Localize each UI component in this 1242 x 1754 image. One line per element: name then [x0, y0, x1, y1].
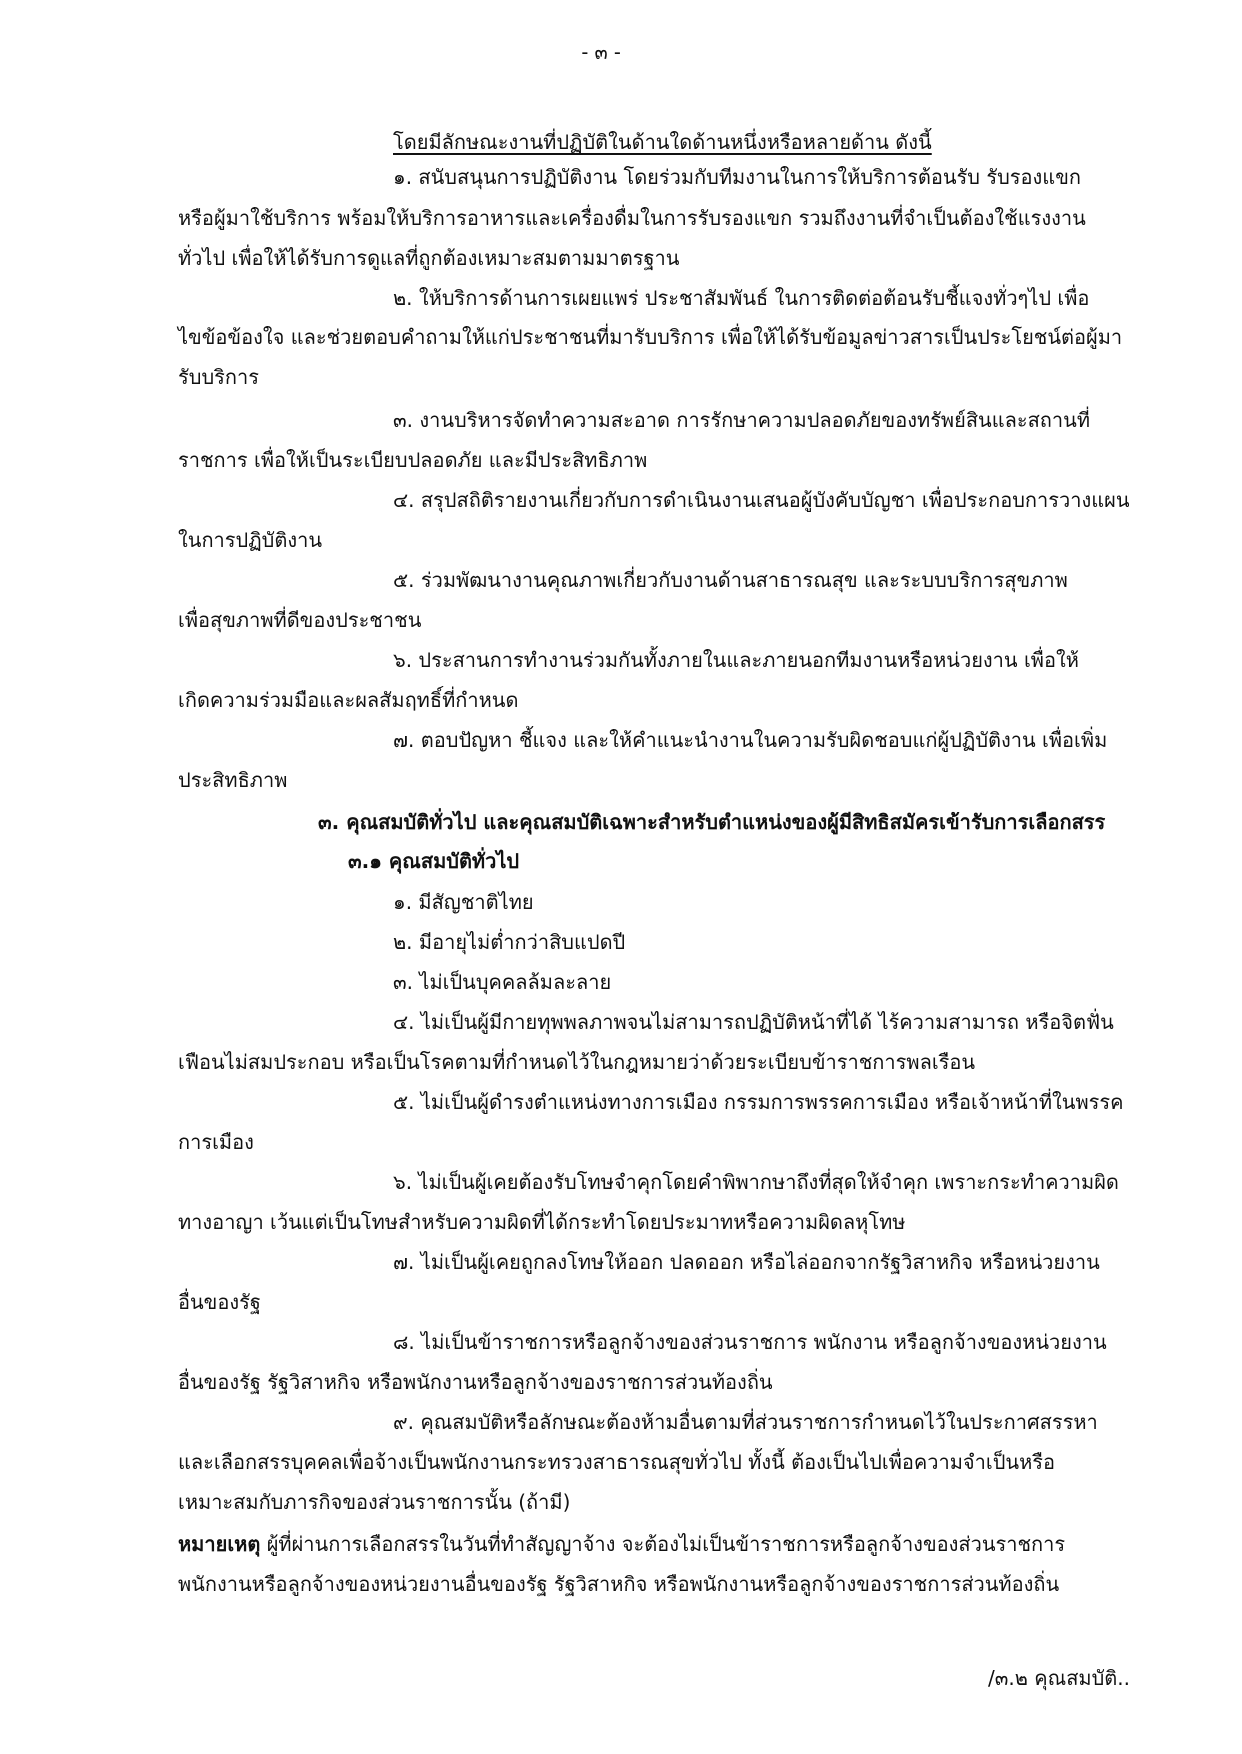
duties-heading: โดยมีลักษณะงานที่ปฏิบัติในด้านใดด้านหนึ่งหรือหลายด้าน ดังนี้: [393, 130, 932, 154]
duty-2-line-3: รับบริการ: [178, 365, 259, 389]
duty-3-line-2: ราชการ เพื่อให้เป็นระเบียบปลอดภัย และมีประสิทธิภาพ: [178, 448, 648, 472]
qualification-7-line-2: อื่นของรัฐ: [178, 1290, 261, 1314]
qualification-9-line-3: เหมาะสมกับภารกิจของส่วนราชการนั้น (ถ้ามี): [178, 1490, 571, 1514]
qualification-8-line-1: ๘. ไม่เป็นข้าราชการหรือลูกจ้างของส่วนราชการ พนักงาน หรือลูกจ้างของหน่วยงาน: [393, 1330, 1107, 1354]
section-3-heading: ๓. คุณสมบัติทั่วไป และคุณสมบัติเฉพาะสำหรับตำแหน่งของผู้มีสิทธิสมัครเข้ารับการเลือกสรร: [318, 810, 1106, 834]
qualification-4-line-1: ๔. ไม่เป็นผู้มีกายทุพพลภาพจนไม่สามารถปฏิบัติหน้าที่ได้ ไร้ความสามารถ หรือจิตฟั่น: [393, 1010, 1114, 1034]
qualification-4-line-2: เฟือนไม่สมประกอบ หรือเป็นโรคตามที่กำหนดไว้ในกฎหมายว่าด้วยระเบียบข้าราชการพลเรือน: [178, 1050, 976, 1074]
section-3-1-heading: ๓.๑ คุณสมบัติทั่วไป: [348, 849, 520, 873]
qualification-2: ๒. มีอายุไม่ต่ำกว่าสิบแปดปี: [393, 930, 626, 954]
note-line-1: [178, 1534, 1065, 1554]
note-line-2: พนักงานหรือลูกจ้างของหน่วยงานอื่นของรัฐ รัฐวิสาหกิจ หรือพนักงานหรือลูกจ้างของราชการส่วนท้องถิ่น: [178, 1572, 1060, 1596]
qualification-9-line-2: และเลือกสรรบุคคลเพื่อจ้างเป็นพนักงานกระทรวงสาธารณสุขทั่วไป ทั้งนี้ ต้องเป็นไปเพื่อความจำเป็นหรือ: [178, 1450, 1056, 1474]
duty-2-line-2: ไขข้อข้องใจ และช่วยตอบคำถามให้แก่ประชาชนที่มารับบริการ เพื่อให้ได้รับข้อมูลข่าวสารเป็นประโยชน์ต่อผู้มา: [178, 325, 1123, 349]
qualification-1: ๑. มีสัญชาติไทย: [393, 890, 534, 914]
duty-5-line-2: เพื่อสุขภาพที่ดีของประชาชน: [178, 608, 422, 632]
duty-7-line-1: ๗. ตอบปัญหา ชี้แจง และให้คำแนะนำงานในความรับผิดชอบแก่ผู้ปฏิบัติงาน เพื่อเพิ่ม: [393, 728, 1108, 752]
duty-4-line-1: ๔. สรุปสถิติรายงานเกี่ยวกับการดำเนินงานเสนอผู้บังคับบัญชา เพื่อประกอบการวางแผน: [393, 488, 1130, 512]
page-number: - ๓ -: [581, 40, 621, 64]
qualification-8-line-2: อื่นของรัฐ รัฐวิสาหกิจ หรือพนักงานหรือลูกจ้างของราชการส่วนท้องถิ่น: [178, 1370, 773, 1394]
duty-2-line-1: ๒. ให้บริการด้านการเผยแพร่ ประชาสัมพันธ์ ในการติดต่อต้อนรับชี้แจงทั่วๆไป เพื่อ: [393, 286, 1090, 310]
qualification-5-line-2: การเมือง: [178, 1130, 254, 1154]
duty-1-line-3: ทั่วไป เพื่อให้ได้รับการดูแลที่ถูกต้องเหมาะสมตามมาตรฐาน: [178, 246, 680, 270]
duty-3-line-1: ๓. งานบริหารจัดทำความสะอาด การรักษาความปลอดภัยของทรัพย์สินและสถานที่: [393, 408, 1091, 432]
note-text: ผู้ที่ผ่านการเลือกสรรในวันที่ทำสัญญาจ้าง จะต้องไม่เป็นข้าราชการหรือลูกจ้างของส่วนราชการ: [266, 1532, 1066, 1556]
duty-7-line-2: ประสิทธิภาพ: [178, 768, 288, 792]
qualification-6-line-2: ทางอาญา เว้นแต่เป็นโทษสำหรับความผิดที่ได้กระทำโดยประมาทหรือความผิดลหุโทษ: [178, 1210, 906, 1234]
duty-6-line-1: ๖. ประสานการทำงานร่วมกันทั้งภายในและภายนอกทีมงานหรือหน่วยงาน เพื่อให้: [393, 648, 1079, 672]
duty-1-line-2: หรือผู้มาใช้บริการ พร้อมให้บริการอาหารและเครื่องดื่มในการรับรองแขก รวมถึงงานที่จำเป็นต้องใช้แรงงาน: [178, 206, 1086, 230]
continuation-text: /๓.๒ คุณสมบัติ..: [987, 1666, 1130, 1690]
qualification-3: ๓. ไม่เป็นบุคคลล้มละลาย: [393, 970, 612, 994]
duty-4-line-2: ในการปฏิบัติงาน: [178, 528, 322, 552]
duty-5-line-1: ๕. ร่วมพัฒนางานคุณภาพเกี่ยวกับงานด้านสาธารณสุข และระบบบริการสุขภาพ: [393, 568, 1068, 592]
qualification-9-line-1: ๙. คุณสมบัติหรือลักษณะต้องห้ามอื่นตามที่ส่วนราชการกำหนดไว้ในประกาศสรรหา: [393, 1410, 1098, 1434]
duty-6-line-2: เกิดความร่วมมือและผลสัมฤทธิ์ที่กำหนด: [178, 688, 519, 712]
qualification-6-line-1: ๖. ไม่เป็นผู้เคยต้องรับโทษจำคุกโดยคำพิพากษาถึงที่สุดให้จำคุก เพราะกระทำความผิด: [393, 1170, 1119, 1194]
qualification-7-line-1: ๗. ไม่เป็นผู้เคยถูกลงโทษให้ออก ปลดออก หรือไล่ออกจากรัฐวิสาหกิจ หรือหน่วยงาน: [393, 1250, 1100, 1274]
qualification-5-line-1: ๕. ไม่เป็นผู้ดำรงตำแหน่งทางการเมือง กรรมการพรรคการเมือง หรือเจ้าหน้าที่ในพรรค: [393, 1090, 1124, 1114]
duty-1-line-1: ๑. สนับสนุนการปฏิบัติงาน โดยร่วมกับทีมงานในการให้บริการต้อนรับ รับรองแขก: [393, 165, 1081, 189]
note-label: หมายเหตุ: [178, 1532, 261, 1556]
